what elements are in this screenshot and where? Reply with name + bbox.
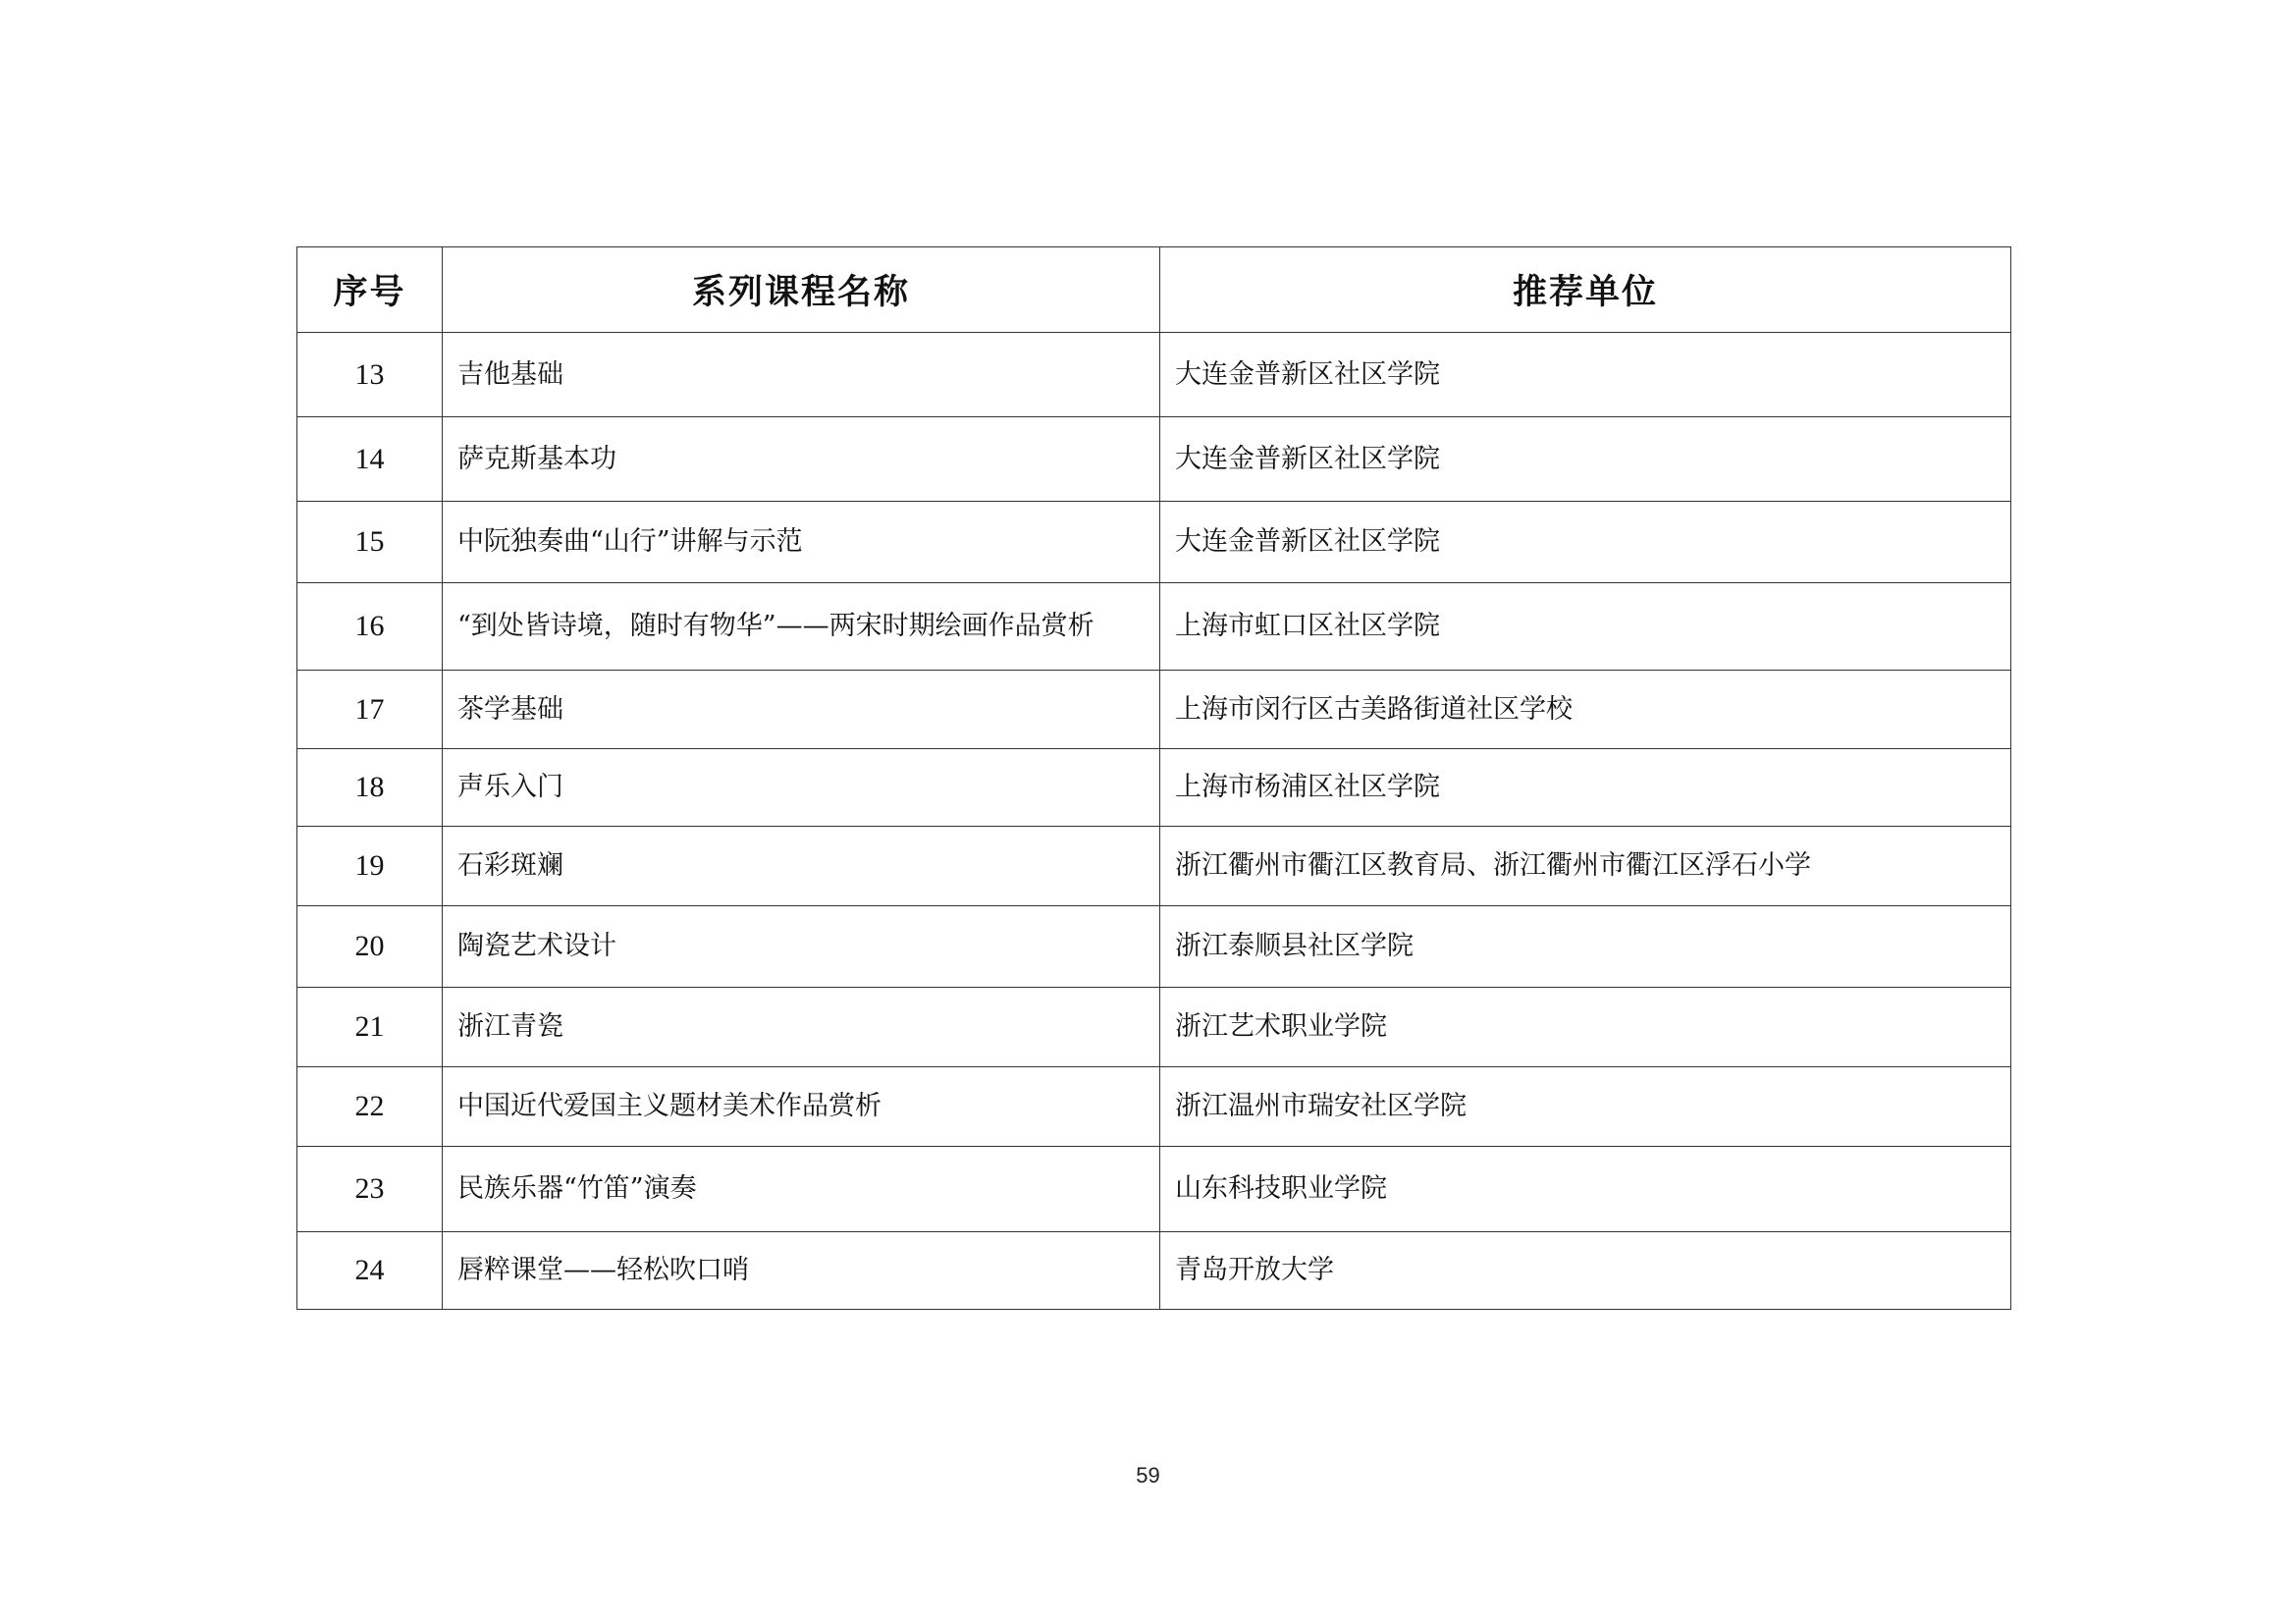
course-name: 萨克斯基本功 xyxy=(443,417,1160,502)
header-recommending-unit: 推荐单位 xyxy=(1160,247,2011,333)
page-number: 59 xyxy=(1136,1463,1160,1488)
table-row xyxy=(297,827,2011,906)
recommending-unit: 上海市杨浦区社区学院 xyxy=(1160,749,2011,827)
row-number: 16 xyxy=(297,583,443,671)
recommending-unit: 大连金普新区社区学院 xyxy=(1160,417,2011,502)
row-number: 20 xyxy=(297,906,443,988)
recommending-unit: 上海市虹口区社区学院 xyxy=(1160,583,2011,671)
table-row xyxy=(297,333,2011,417)
course-name: 民族乐器“竹笛”演奏 xyxy=(443,1147,1160,1232)
recommending-unit: 大连金普新区社区学院 xyxy=(1160,502,2011,583)
table-row xyxy=(297,749,2011,827)
recommending-unit: 浙江艺术职业学院 xyxy=(1160,988,2011,1067)
row-number: 23 xyxy=(297,1147,443,1232)
table-row xyxy=(297,417,2011,502)
header-course-name: 系列课程名称 xyxy=(443,247,1160,333)
course-name: 声乐入门 xyxy=(443,749,1160,827)
row-number: 19 xyxy=(297,827,443,906)
course-name: 吉他基础 xyxy=(443,333,1160,417)
table-row xyxy=(297,583,2011,671)
course-name: 浙江青瓷 xyxy=(443,988,1160,1067)
table-row xyxy=(297,1147,2011,1232)
table-row xyxy=(297,906,2011,988)
table-row xyxy=(297,671,2011,749)
recommending-unit: 大连金普新区社区学院 xyxy=(1160,333,2011,417)
row-number: 21 xyxy=(297,988,443,1067)
recommending-unit: 上海市闵行区古美路街道社区学校 xyxy=(1160,671,2011,749)
table-row xyxy=(297,1232,2011,1310)
row-number: 24 xyxy=(297,1232,443,1310)
course-name: 中阮独奏曲“山行”讲解与示范 xyxy=(443,502,1160,583)
table-row xyxy=(297,988,2011,1067)
row-number: 14 xyxy=(297,417,443,502)
course-table xyxy=(296,246,2011,1310)
course-name: 陶瓷艺术设计 xyxy=(443,906,1160,988)
course-name: 中国近代爱国主义题材美术作品赏析 xyxy=(443,1067,1160,1147)
row-number: 15 xyxy=(297,502,443,583)
row-number: 17 xyxy=(297,671,443,749)
row-number: 13 xyxy=(297,333,443,417)
recommending-unit: 浙江泰顺县社区学院 xyxy=(1160,906,2011,988)
header-number: 序号 xyxy=(297,247,443,333)
table-row xyxy=(297,1067,2011,1147)
row-number: 22 xyxy=(297,1067,443,1147)
course-name: 茶学基础 xyxy=(443,671,1160,749)
table-header-row xyxy=(297,247,2011,333)
table-row xyxy=(297,502,2011,583)
course-name: 石彩斑斓 xyxy=(443,827,1160,906)
recommending-unit: 浙江衢州市衢江区教育局、浙江衢州市衢江区浮石小学 xyxy=(1160,827,2011,906)
course-name: 唇粹课堂——轻松吹口哨 xyxy=(443,1232,1160,1310)
recommending-unit: 山东科技职业学院 xyxy=(1160,1147,2011,1232)
course-name: “到处皆诗境，随时有物华”——两宋时期绘画作品赏析 xyxy=(443,583,1160,671)
recommending-unit: 浙江温州市瑞安社区学院 xyxy=(1160,1067,2011,1147)
row-number: 18 xyxy=(297,749,443,827)
recommending-unit: 青岛开放大学 xyxy=(1160,1232,2011,1310)
